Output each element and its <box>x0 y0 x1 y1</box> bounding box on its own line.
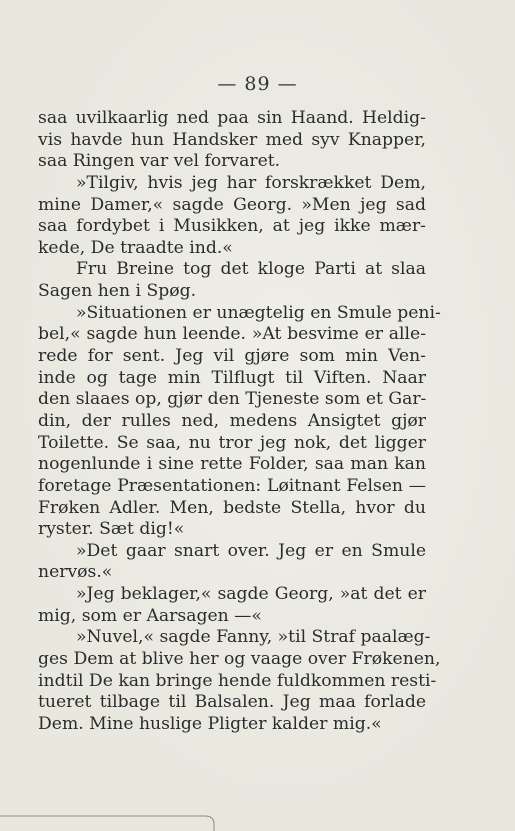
text-line: saa uvilkaarlig ned paa sin Haand. Heldig- <box>38 108 426 128</box>
text-line: inde og tage min Tilflugt til Viften. Naar <box>38 367 426 388</box>
text-line: foretage Præsentationen: Løitnant Felsen — <box>38 475 426 496</box>
text-line: rede for sent. Jeg vil gjøre som min Ven- <box>38 346 426 367</box>
text-line: den slaaes op, gjør den Tjeneste som et Gar- <box>38 389 427 410</box>
text-line: Fru Breine tog det kloge Parti at slaa <box>76 259 426 280</box>
text-line: vis havde hun Handsker med syv Knapper, <box>38 129 426 150</box>
text-line: din, der rulles ned, medens Ansigtet gjør <box>38 410 426 431</box>
text-line: indtil De kan bringe hende fuldkommen resti- <box>38 670 437 691</box>
text-line: ges Dem at blive her og vaage over Frøkenen, <box>38 649 441 670</box>
text-line: saa fordybet i Musikken, at jeg ikke mær- <box>38 216 426 237</box>
page-edge-mark <box>0 810 220 831</box>
text-line: »Nuvel,« sagde Fanny, »til Straf paalæg- <box>76 627 431 648</box>
text-line: nogenlunde i sine rette Folder, saa man kan <box>38 454 426 475</box>
page-number: — 89 — <box>217 73 298 95</box>
text-line: Sagen hen i Spøg. <box>38 281 197 302</box>
text-line: Frøken Adler. Men, bedste Stella, hvor du <box>38 497 426 518</box>
text-line: saa Ringen var vel forvaret. <box>38 151 281 172</box>
text-line: »Jeg beklager,« sagde Georg, »at det er <box>76 584 426 605</box>
text-line: kede, De traadte ind.« <box>38 237 233 258</box>
text-line: tueret tilbage til Balsalen. Jeg maa forlade <box>38 692 426 713</box>
text-line: nervøs.« <box>38 562 113 583</box>
text-line: Toilette. Se saa, nu tror jeg nok, det ligger <box>38 432 426 453</box>
body-text <box>38 108 441 736</box>
text-line: bel,« sagde hun leende. »At besvime er alle- <box>38 324 426 345</box>
text-line: Dem. Mine huslige Pligter kalder mig.« <box>38 713 382 734</box>
text-line: ryster. Sæt dig!« <box>38 519 185 540</box>
text-line: »Det gaar snart over. Jeg er en Smule <box>76 540 426 561</box>
text-line: »Tilgiv, hvis jeg har forskrækket Dem, <box>76 172 426 193</box>
text-line: mig, som er Aarsagen —« <box>38 605 262 626</box>
text-line: »Situationen er unægtelig en Smule peni- <box>76 302 441 323</box>
text-line: mine Damer,« sagde Georg. »Men jeg sad <box>38 194 426 215</box>
